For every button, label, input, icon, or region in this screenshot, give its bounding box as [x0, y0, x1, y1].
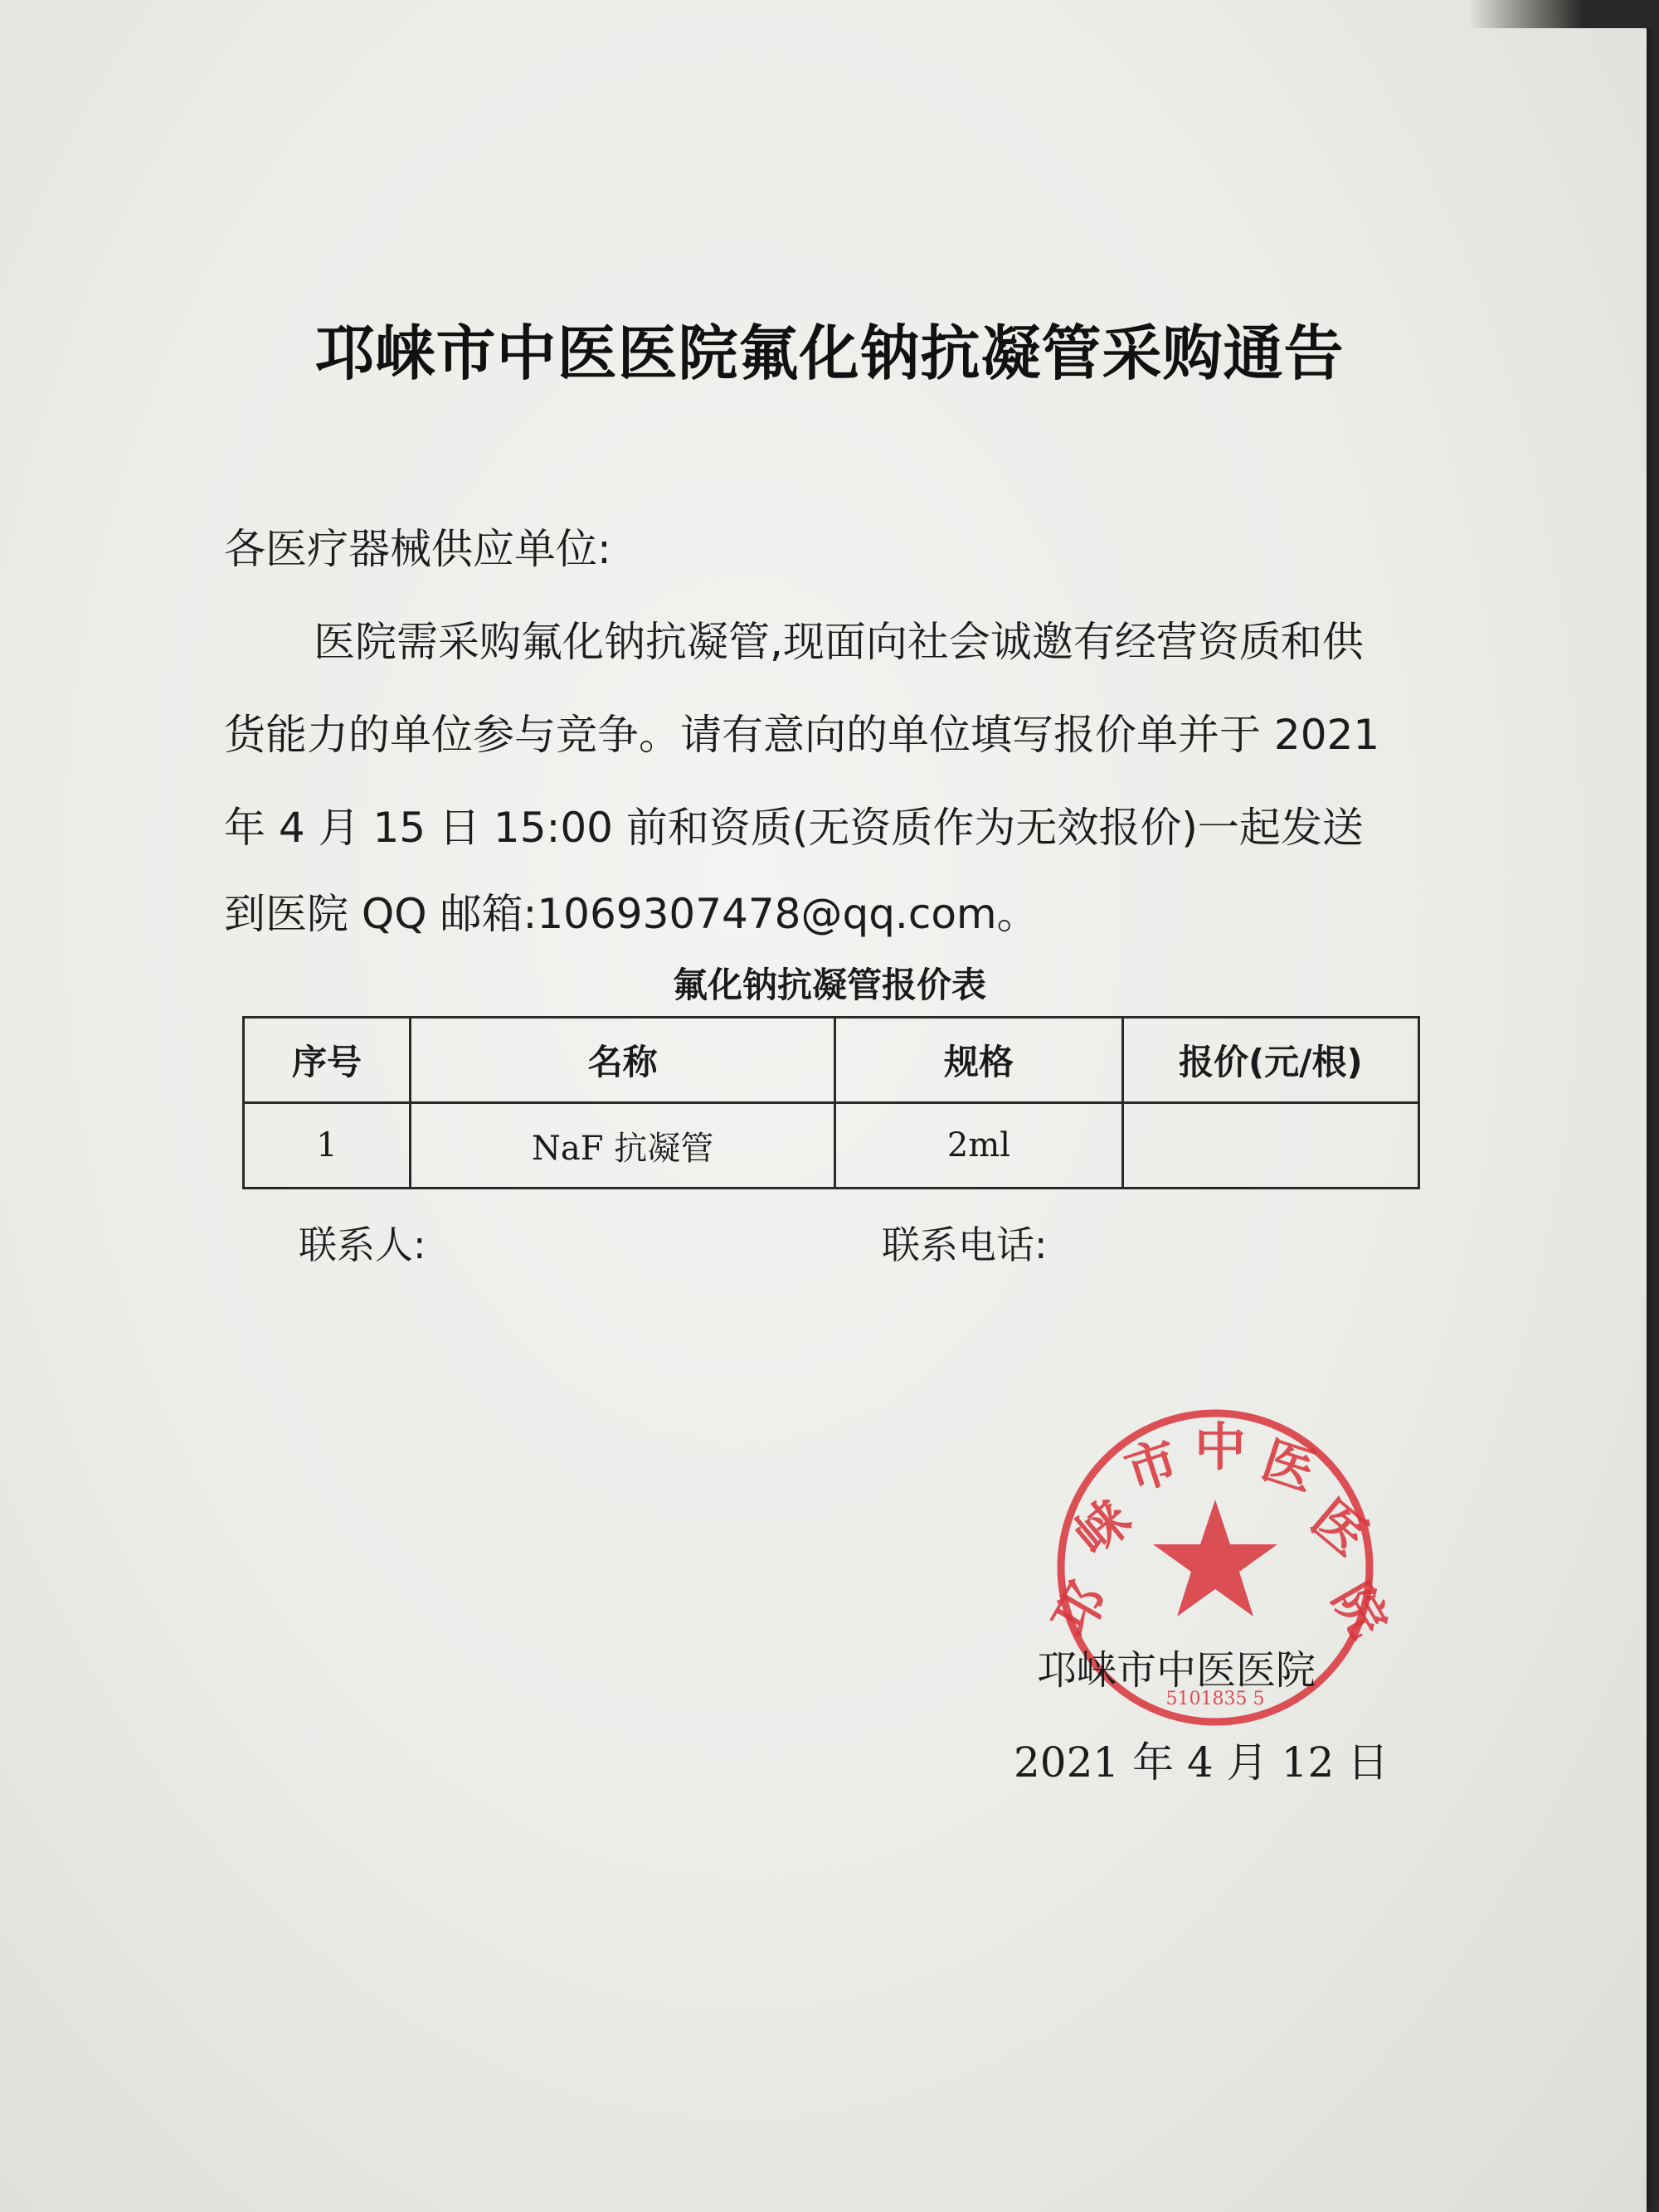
quote-table-title: 氟化钠抗凝管报价表	[672, 965, 986, 1005]
document-title: 邛崃市中医医院氟化钠抗凝管采购通告	[314, 318, 1345, 388]
cell-spec: 2ml	[835, 1103, 1122, 1189]
contact-person-label: 联系人:	[299, 1223, 426, 1267]
signature-date: 2021 年 4 月 12 日	[1014, 1738, 1389, 1787]
header-spec: 规格	[835, 1018, 1122, 1103]
cell-price	[1122, 1103, 1418, 1189]
header-serial: 序号	[244, 1018, 411, 1103]
header-price: 报价(元/根)	[1122, 1018, 1418, 1103]
table-row	[244, 1103, 1419, 1189]
paragraph-line-4: 到医院 QQ 邮箱:1069307478@qq.com。	[224, 890, 1039, 938]
svg-text:中: 中	[1194, 1417, 1247, 1477]
svg-text:医: 医	[1300, 1487, 1379, 1568]
paragraph-line-2: 货能力的单位参与竞争。请有意向的单位填写报价单并于 2021	[224, 711, 1380, 759]
seal-star-icon	[1153, 1500, 1277, 1616]
paragraph-line-3: 年 4 月 15 日 15:00 前和资质(无资质作为无效报价)一起发送	[224, 804, 1364, 852]
quote-table-header-row	[244, 1018, 1419, 1103]
svg-text:医: 医	[1254, 1429, 1323, 1503]
svg-text:5101835 5: 5101835 5	[1165, 1689, 1265, 1709]
svg-text:邛: 邛	[1040, 1573, 1119, 1648]
background-edge	[1468, 0, 1659, 28]
signature-organization: 邛崃市中医医院	[1037, 1647, 1316, 1694]
svg-text:院: 院	[1321, 1573, 1399, 1648]
contact-phone-label: 联系电话:	[882, 1223, 1048, 1267]
salutation: 各医疗器械供应单位:	[224, 525, 611, 573]
cell-name: NaF 抗凝管	[410, 1103, 834, 1189]
header-name: 名称	[410, 1018, 834, 1103]
paragraph-line-1: 医院需采购氟化钠抗凝管,现面向社会诚邀有经营资质和供	[314, 618, 1364, 666]
svg-text:市: 市	[1117, 1429, 1186, 1503]
svg-text:崃: 崃	[1063, 1487, 1142, 1568]
cell-serial: 1	[244, 1103, 411, 1189]
quote-table	[242, 1016, 1420, 1189]
